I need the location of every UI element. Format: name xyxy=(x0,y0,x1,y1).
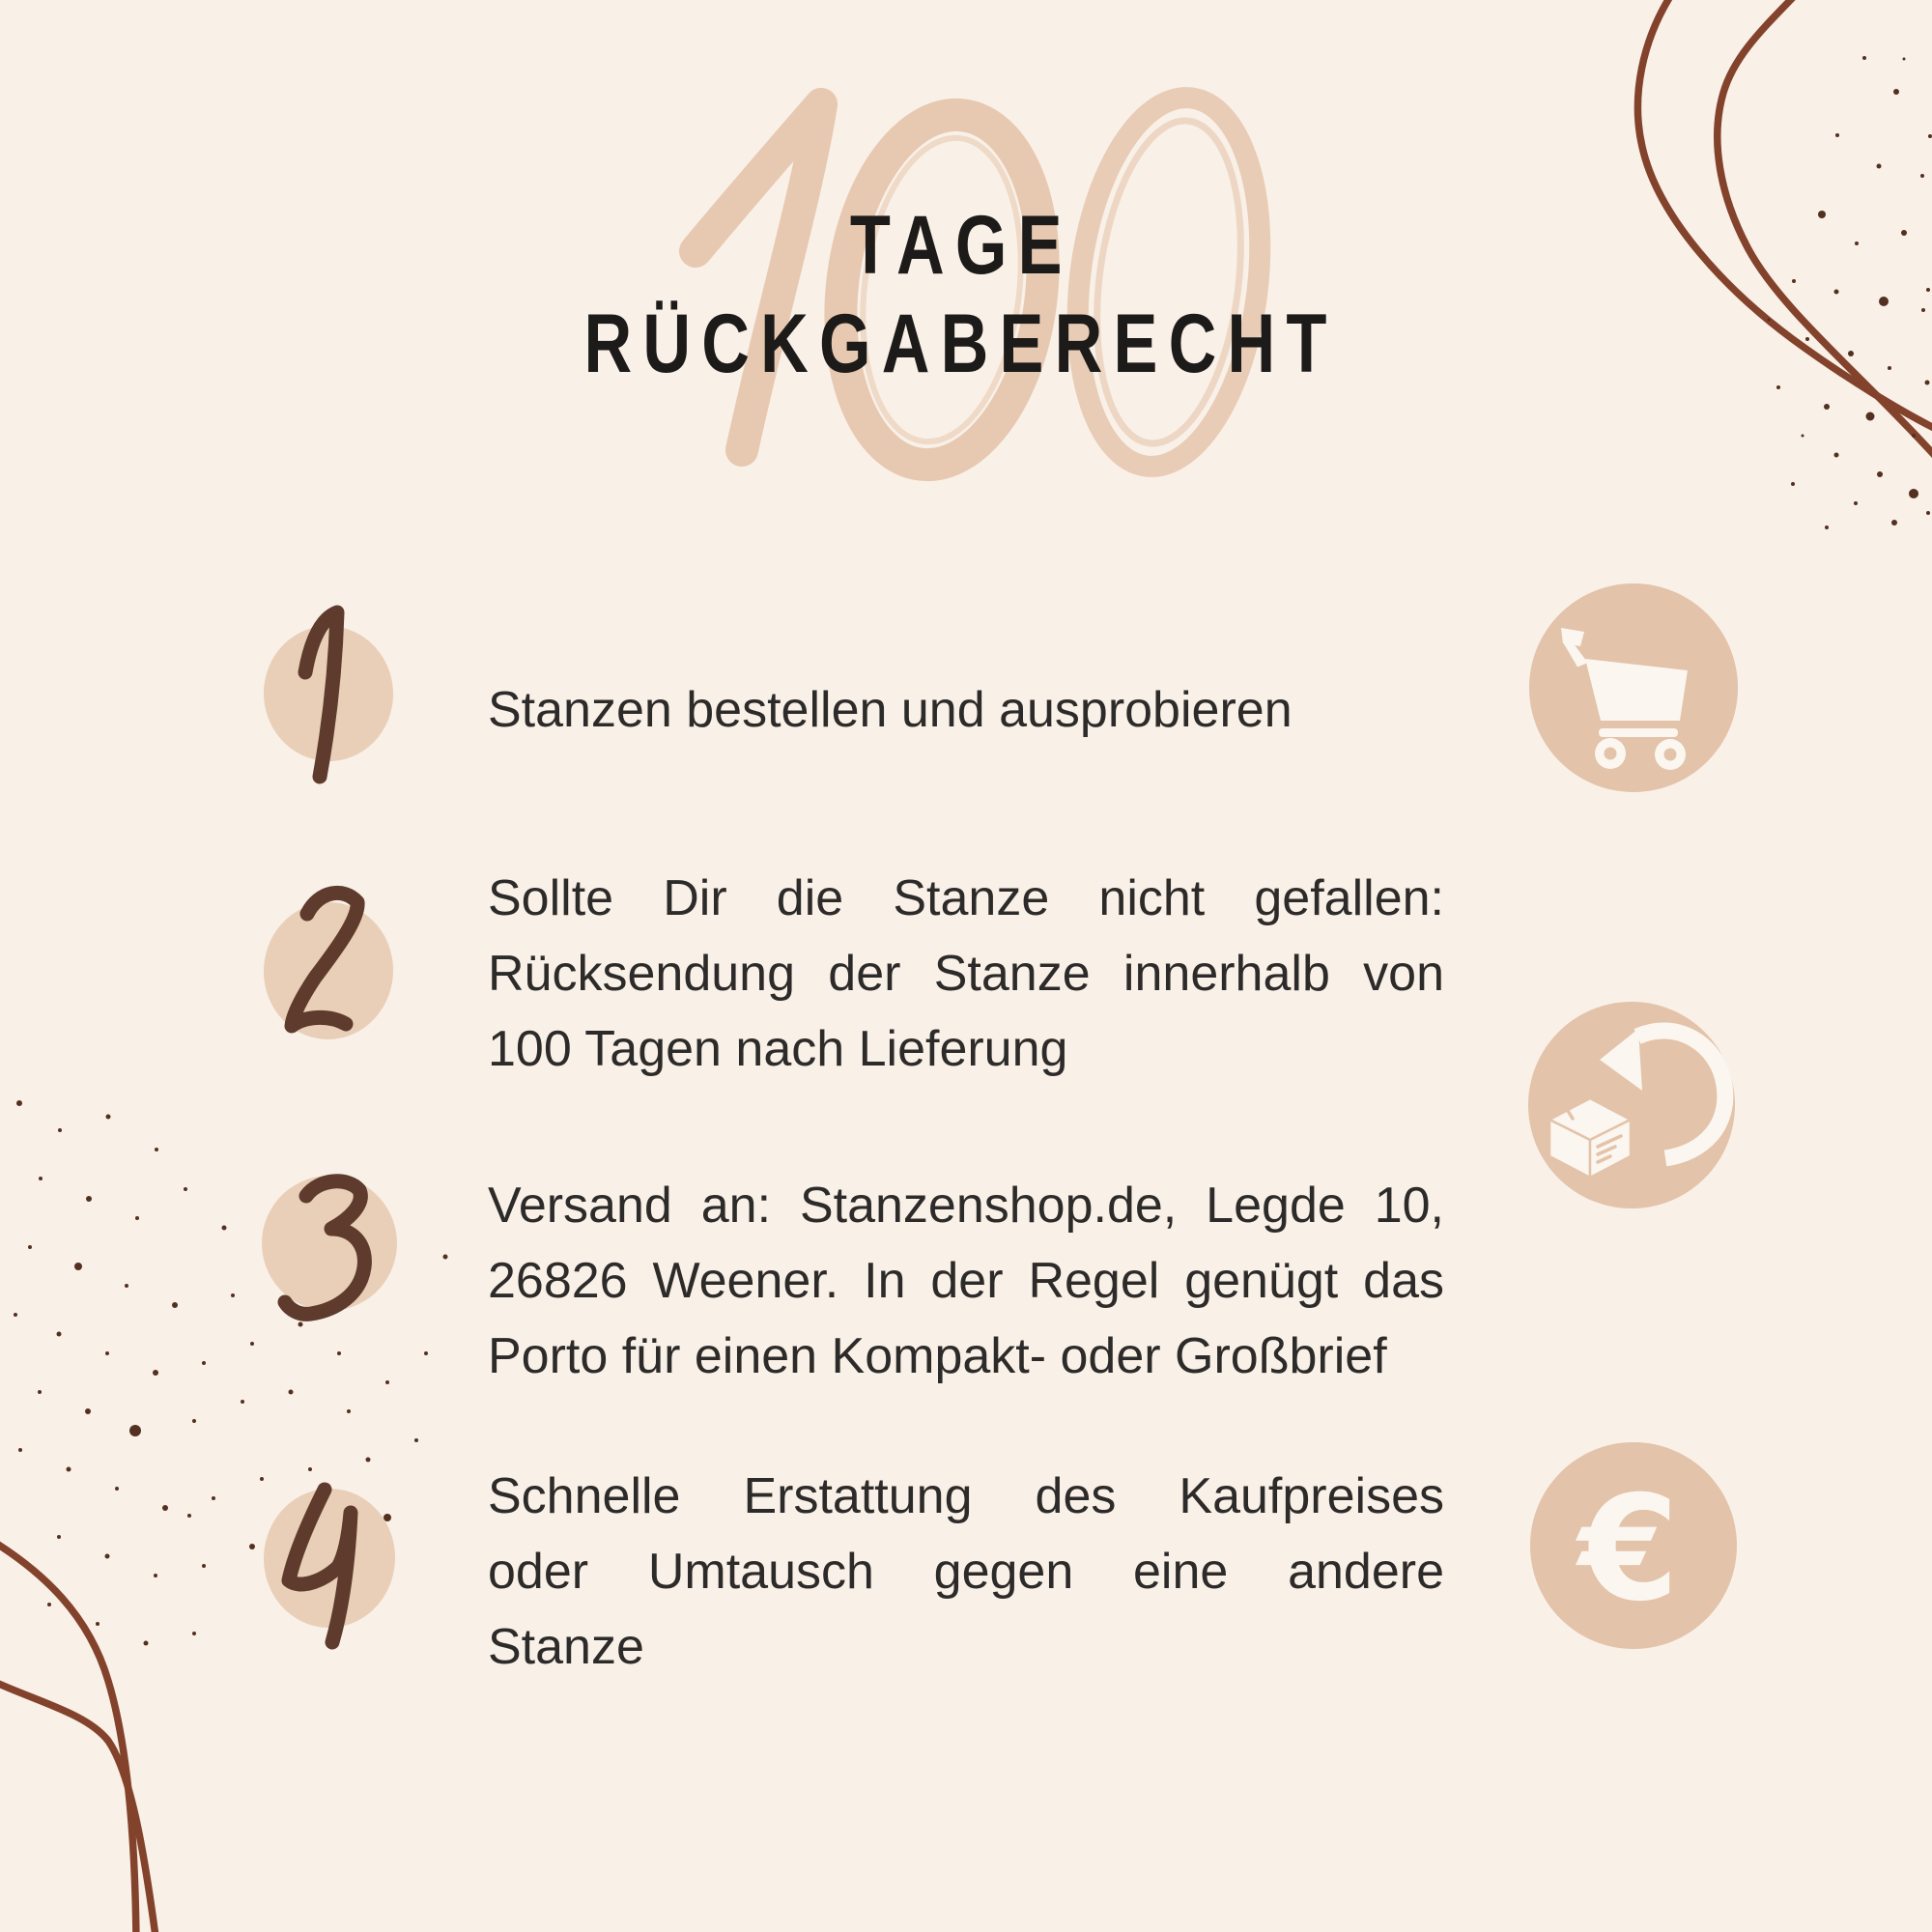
step-1-line-1: Stanzen bestellen und ausprobieren xyxy=(488,682,1293,738)
step-4-badge xyxy=(247,1456,412,1659)
step-3-text xyxy=(488,1168,1444,1394)
corner-squiggle-top-right xyxy=(1546,0,1932,541)
step-2-line-1: Sollte Dir die Stanze nicht gefallen: xyxy=(488,870,1444,926)
step-2-line-2: Rücksendung der Stanze innerhalb von xyxy=(488,946,1444,1002)
step-3-line-3: Porto für einen Kompakt- oder Großbrief xyxy=(488,1328,1387,1384)
step-3-line-1: Versand an: Stanzenshop.de, Legde 10, xyxy=(488,1178,1444,1234)
badge-blob xyxy=(260,1486,398,1632)
euro-icon xyxy=(1530,1442,1738,1650)
step-1-badge xyxy=(246,592,411,795)
step-3-line-2: 26826 Weener. In der Regel genügt das xyxy=(488,1253,1444,1309)
step-1-text xyxy=(488,672,1444,748)
paint-splatter-top-right xyxy=(1768,56,1932,529)
step-4-text xyxy=(488,1459,1444,1685)
return-package-icon xyxy=(1528,1002,1736,1209)
page-title-line-2 xyxy=(478,298,1444,390)
step-2-text xyxy=(488,861,1444,1087)
step-2-line-3: 100 Tagen nach Lieferung xyxy=(488,1021,1068,1077)
step-4-line-2: oder Umtausch gegen eine andere xyxy=(488,1544,1444,1600)
shopping-cart-icon xyxy=(1529,583,1738,792)
step-4-line-3: Stanze xyxy=(488,1619,644,1675)
step-4-line-1: Schnelle Erstattung des Kaufpreises xyxy=(488,1468,1444,1524)
euro-glyph: € xyxy=(1577,1465,1680,1634)
title-rueckgaberecht: RÜCKGABERECHT xyxy=(583,298,1339,390)
badge-blob xyxy=(258,1172,400,1314)
step-2-badge xyxy=(246,874,411,1077)
title-tage: TAGE xyxy=(849,199,1073,292)
step-3-badge xyxy=(247,1142,412,1345)
page-title-line-1 xyxy=(478,199,1444,292)
